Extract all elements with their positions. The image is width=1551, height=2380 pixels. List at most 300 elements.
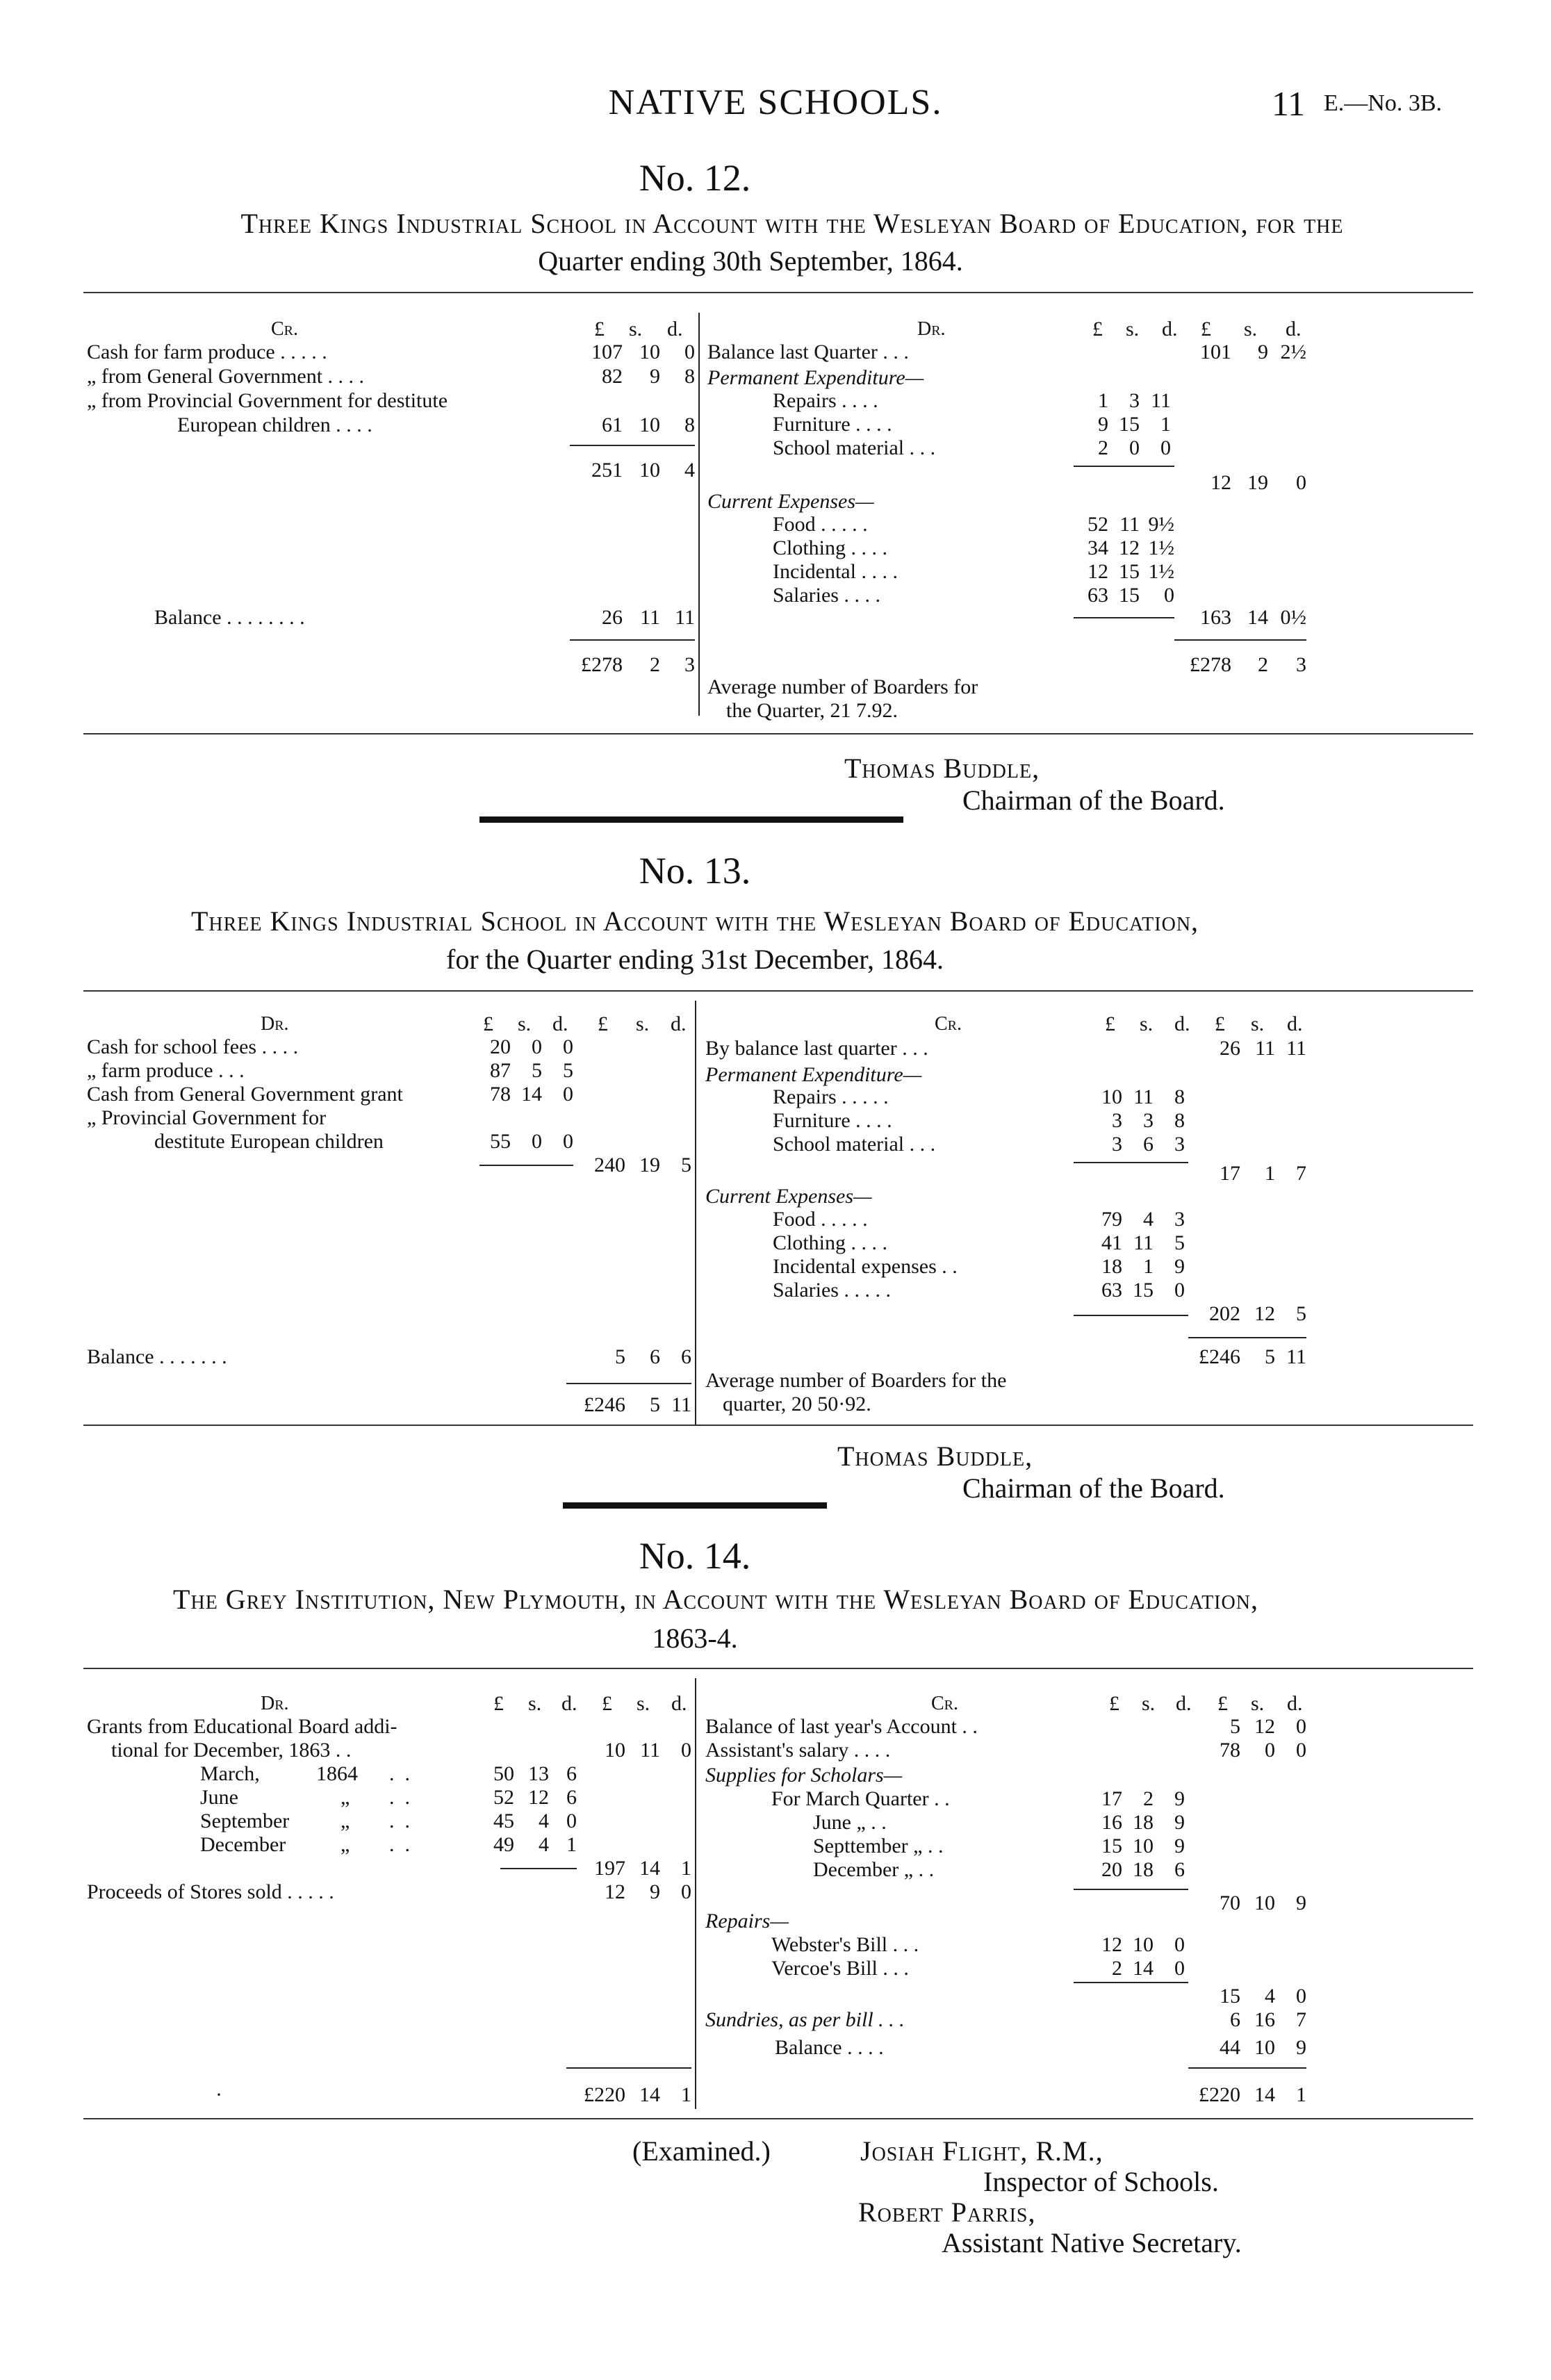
acc14-stores-s: 9 xyxy=(650,1880,660,1903)
acc13-left-row-d: 0 xyxy=(563,1130,573,1153)
acc12-current-heading: Current Expenses— xyxy=(707,490,874,513)
acc12-current-row-label: Salaries . . . . xyxy=(773,584,880,607)
acc12-right-col-pound-2: £ xyxy=(1201,318,1211,340)
acc13-left-row-pound: 20 xyxy=(490,1035,511,1058)
acc14-leader-dots: . . xyxy=(389,1786,410,1809)
acc14-supplies-row-d: 9 xyxy=(1174,1787,1185,1810)
acc14-sundries-d: 7 xyxy=(1296,2008,1306,2031)
acc12-left-row-s: 10 xyxy=(639,340,660,363)
acc13-left-subtotal-rule xyxy=(479,1165,573,1166)
acc12-left-col-pound: £ xyxy=(594,318,605,340)
acc14-supplies-row-s: 2 xyxy=(1143,1787,1154,1810)
acc12-permanent-heading: Permanent Expenditure— xyxy=(707,366,924,389)
acc12-right-total-d: 3 xyxy=(1296,653,1306,676)
acc14-supplies-row-label: June „ . . xyxy=(813,1811,887,1834)
acc14-grant-year: „ xyxy=(340,1786,350,1809)
acc14-left-total-rule xyxy=(566,2067,691,2069)
acc12-current-row-label: Food . . . . . xyxy=(773,513,868,536)
acc13-left-row-pound: 87 xyxy=(490,1059,511,1082)
acc13-left-subtotal-s: 19 xyxy=(639,1154,660,1176)
acc12-balance-d: 11 xyxy=(675,606,695,629)
acc14-right-row-pound: 78 xyxy=(1220,1739,1240,1762)
acc14-repairs-row-d: 0 xyxy=(1174,1933,1185,1956)
acc12-left-total-rule xyxy=(570,639,695,641)
acc12-left-row-label: „ from General Government . . . . xyxy=(87,365,365,388)
acc12-left-row-d: 8 xyxy=(684,413,695,436)
acc13-left-row-d: 5 xyxy=(563,1059,573,1082)
acc12-left-col-s: s. xyxy=(629,318,643,340)
acc14-right-total-rule xyxy=(1188,2067,1306,2069)
running-title: NATIVE SCHOOLS. xyxy=(608,83,943,122)
acc13-permanent-row-d: 8 xyxy=(1174,1109,1185,1132)
acc13-left-total-pound: £246 xyxy=(584,1393,625,1416)
section-divider-bar xyxy=(479,816,903,823)
acc13-left-subtotal-pound: 240 xyxy=(594,1154,625,1176)
acc12-right-total-s: 2 xyxy=(1258,653,1268,676)
acc13-left-col-d-2: d. xyxy=(671,1012,687,1035)
acc14-stores-d: 0 xyxy=(681,1880,691,1903)
acc14-repairs-row-d: 0 xyxy=(1174,1957,1185,1980)
acc14-repairs-total-s: 4 xyxy=(1265,1985,1275,2008)
acc13-current-row-d: 5 xyxy=(1174,1231,1185,1254)
acc14-grant-month: June xyxy=(200,1786,238,1809)
acc12-permanent-row-pound: 1 xyxy=(1098,389,1108,412)
acc13-signature-title: Chairman of the Board. xyxy=(962,1472,1225,1504)
acc14-grant-s: 13 xyxy=(528,1762,549,1785)
acc14-grants-total-pound: 197 xyxy=(594,1857,625,1880)
acc12-boarders-note-line-1: Average number of Boarders for xyxy=(707,675,978,698)
acc14-grant-month: March, xyxy=(200,1762,260,1785)
acc13-current-row-label: Clothing . . . . xyxy=(773,1231,888,1254)
acc12-current-total-s: 14 xyxy=(1247,606,1268,629)
acc14-supplies-total-d: 9 xyxy=(1296,1891,1306,1914)
acc14-left-heading: Dr. xyxy=(261,1693,289,1714)
acc13-signature-name: Thomas Buddle, xyxy=(837,1441,1033,1472)
acc14-supplies-row-pound: 15 xyxy=(1101,1835,1122,1857)
acc13-right-total-d: 11 xyxy=(1286,1345,1306,1368)
acc13-left-col-pound-2: £ xyxy=(598,1012,608,1035)
acc14-right-row-d: 0 xyxy=(1296,1715,1306,1738)
acc14-signature-1-title: Inspector of Schools. xyxy=(983,2166,1219,2197)
acc13-current-row-pound: 41 xyxy=(1101,1231,1122,1254)
account-14-caption-line-1: The Grey Institution, New Plymouth, in Account with the Wesleyan Board of Education, xyxy=(173,1584,1258,1615)
acc12-left-row-s: 10 xyxy=(639,413,660,436)
acc14-supplies-row-label: Septtember „ . . xyxy=(813,1835,944,1857)
acc12-current-row-s: 15 xyxy=(1119,584,1140,607)
acc13-current-total-s: 12 xyxy=(1254,1302,1275,1325)
acc13-left-row-s: 0 xyxy=(532,1035,542,1058)
acc14-grant-d: 6 xyxy=(566,1786,577,1809)
account-14-bottom-rule xyxy=(83,2118,1473,2119)
acc13-current-row-s: 11 xyxy=(1133,1231,1154,1254)
acc12-right-col-s-2: s. xyxy=(1244,318,1258,340)
acc12-left-row-label: „ from Provincial Government for destitute xyxy=(87,389,448,412)
acc12-right-total-rule xyxy=(1174,639,1306,641)
acc13-right-total-rule xyxy=(1188,1337,1306,1338)
acc13-current-rule xyxy=(1074,1315,1188,1316)
acc14-left-total-s: 14 xyxy=(639,2083,660,2106)
acc12-left-col-d: d. xyxy=(667,318,683,340)
acc14-supplies-row-pound: 16 xyxy=(1101,1811,1122,1834)
acc13-current-row-s: 1 xyxy=(1143,1255,1154,1278)
acc13-right-col-pound-2: £ xyxy=(1215,1012,1225,1035)
acc14-supplies-row-label: For March Quarter . . xyxy=(771,1787,950,1810)
acc12-permanent-row-d: 11 xyxy=(1151,389,1171,412)
acc13-current-row-pound: 18 xyxy=(1101,1255,1122,1278)
acc12-current-row-s: 11 xyxy=(1119,513,1140,536)
acc14-leader-dots: . . xyxy=(389,1762,410,1785)
acc14-grant-pound: 49 xyxy=(493,1833,514,1856)
acc12-permanent-row-s: 15 xyxy=(1119,413,1140,436)
acc14-supplies-total-pound: 70 xyxy=(1220,1891,1240,1914)
acc12-right-balance-d: 2½ xyxy=(1280,340,1306,363)
acc12-left-row-d: 8 xyxy=(684,365,695,388)
account-14-top-rule xyxy=(83,1668,1473,1669)
acc12-balance-s: 11 xyxy=(640,606,660,629)
acc13-permanent-total-s: 1 xyxy=(1265,1162,1275,1185)
page-number: 11 xyxy=(1272,84,1306,123)
acc13-permanent-row-s: 3 xyxy=(1143,1109,1154,1132)
acc13-right-balance-label: By balance last quarter . . . xyxy=(705,1037,928,1060)
acc14-grant-year: „ xyxy=(340,1809,350,1832)
acc13-left-total-rule xyxy=(566,1383,691,1384)
acc14-grant-pound: 50 xyxy=(493,1762,514,1785)
acc14-right-row-d: 0 xyxy=(1296,1739,1306,1762)
acc13-permanent-total-d: 7 xyxy=(1296,1162,1306,1185)
acc13-current-row-label: Salaries . . . . . xyxy=(773,1279,891,1302)
acc14-sundries-s: 16 xyxy=(1254,2008,1275,2031)
acc12-signature-title: Chairman of the Board. xyxy=(962,785,1225,816)
acc13-left-row-label: Cash for school fees . . . . xyxy=(87,1035,299,1058)
acc13-balance-d: 6 xyxy=(681,1345,691,1368)
acc12-signature-name: Thomas Buddle, xyxy=(844,753,1040,784)
acc14-leader-dots: . . xyxy=(389,1809,410,1832)
acc14-supplies-rule xyxy=(1074,1889,1188,1890)
acc12-current-row-pound: 34 xyxy=(1088,536,1108,559)
acc14-right-row-label: Balance of last year's Account . . xyxy=(705,1715,978,1738)
acc13-right-total-pound: £246 xyxy=(1199,1345,1240,1368)
acc12-permanent-total-d: 0 xyxy=(1296,471,1306,494)
acc12-current-row-d: 9½ xyxy=(1148,513,1174,536)
acc13-right-balance-pound: 26 xyxy=(1220,1037,1240,1060)
acc13-left-total-s: 5 xyxy=(650,1393,660,1416)
acc14-repairs-row-label: Webster's Bill . . . xyxy=(771,1933,919,1956)
acc14-grant-d: 1 xyxy=(566,1833,577,1856)
acc14-supplies-row-s: 10 xyxy=(1133,1835,1154,1857)
acc12-current-total-d: 0½ xyxy=(1280,606,1306,629)
acc12-left-heading: Cr. xyxy=(271,318,299,340)
acc13-left-col-pound: £ xyxy=(483,1012,493,1035)
acc14-right-total-d: 1 xyxy=(1296,2083,1306,2106)
account-13-caption-line-2: for the Quarter ending 31st December, 1864. xyxy=(446,944,944,975)
acc14-right-col-pound: £ xyxy=(1109,1692,1119,1715)
acc12-current-row-d: 1½ xyxy=(1148,560,1174,583)
acc13-left-row-s: 5 xyxy=(532,1059,542,1082)
acc13-current-row-pound: 79 xyxy=(1101,1208,1122,1231)
acc12-permanent-total-s: 19 xyxy=(1247,471,1268,494)
acc14-supplies-row-pound: 20 xyxy=(1101,1858,1122,1881)
account-13-number: No. 13. xyxy=(639,850,751,892)
acc12-left-total-s: 2 xyxy=(650,653,660,676)
acc12-permanent-row-d: 0 xyxy=(1160,436,1171,459)
acc13-current-row-d: 3 xyxy=(1174,1208,1185,1231)
acc14-examined: (Examined.) xyxy=(632,2135,771,2167)
acc13-right-balance-d: 11 xyxy=(1286,1037,1306,1060)
acc14-grants-first-pound: 10 xyxy=(605,1739,625,1762)
acc14-supplies-row-d: 9 xyxy=(1174,1811,1185,1834)
acc14-right-row-s: 0 xyxy=(1265,1739,1275,1762)
acc14-supplies-row-pound: 17 xyxy=(1101,1787,1122,1810)
acc14-right-heading: Cr. xyxy=(931,1693,959,1714)
acc12-current-row-d: 1½ xyxy=(1148,536,1174,559)
acc13-current-row-label: Incidental expenses . . xyxy=(773,1255,958,1278)
acc12-left-subtotal-rule xyxy=(570,445,695,446)
acc12-right-balance-pound: 101 xyxy=(1200,340,1231,363)
acc14-signature-2-name: Robert Parris, xyxy=(858,2197,1036,2228)
acc13-permanent-row-label: School material . . . xyxy=(773,1133,936,1156)
acc12-balance-pound: 26 xyxy=(602,606,623,629)
acc12-right-col-d-2: d. xyxy=(1286,318,1302,340)
account-13-caption-line-1: Three Kings Industrial School in Account with the Wesleyan Board of Education, xyxy=(190,905,1199,937)
acc13-current-row-s: 15 xyxy=(1133,1279,1154,1302)
acc12-left-row-label: Cash for farm produce . . . . . xyxy=(87,340,327,363)
acc13-current-heading: Current Expenses— xyxy=(705,1185,872,1208)
acc14-left-col-pound-2: £ xyxy=(602,1692,612,1715)
acc12-permanent-total-pound: 12 xyxy=(1211,471,1231,494)
acc14-stores-label: Proceeds of Stores sold . . . . . xyxy=(87,1880,334,1903)
acc14-right-total-s: 14 xyxy=(1254,2083,1275,2106)
acc13-right-balance-s: 11 xyxy=(1255,1037,1275,1060)
acc14-right-col-s: s. xyxy=(1142,1692,1156,1715)
acc14-grants-total-d: 1 xyxy=(681,1857,691,1880)
acc12-right-col-s: s. xyxy=(1126,318,1140,340)
acc12-right-total-pound: £278 xyxy=(1190,653,1231,676)
acc14-grant-s: 4 xyxy=(539,1833,549,1856)
acc13-permanent-heading: Permanent Expenditure— xyxy=(705,1063,922,1086)
acc14-stray-mark: · xyxy=(215,2083,222,2106)
acc13-left-heading: Dr. xyxy=(261,1013,289,1035)
acc14-grants-total-s: 14 xyxy=(639,1857,660,1880)
acc13-permanent-row-label: Furniture . . . . xyxy=(773,1109,892,1132)
acc12-left-row-pound: 61 xyxy=(602,413,623,436)
acc14-grants-label-line-2: tional for December, 1863 . . xyxy=(111,1739,352,1762)
acc12-permanent-row-s: 3 xyxy=(1129,389,1140,412)
acc14-repairs-total-pound: 15 xyxy=(1220,1985,1240,2008)
acc12-left-row-pound: 82 xyxy=(602,365,623,388)
acc14-repairs-rule xyxy=(1074,1982,1188,1983)
acc14-grant-year: „ xyxy=(340,1833,350,1856)
acc12-left-subtotal-d: 4 xyxy=(684,459,695,482)
acc12-current-row-label: Clothing . . . . xyxy=(773,536,888,559)
acc13-boarders-note-line-2: quarter, 20 50·92. xyxy=(723,1393,871,1415)
account-14-number: No. 14. xyxy=(639,1535,751,1577)
acc13-permanent-row-label: Repairs . . . . . xyxy=(773,1085,889,1108)
acc12-permanent-row-pound: 2 xyxy=(1098,436,1108,459)
acc13-right-col-d-2: d. xyxy=(1287,1012,1303,1035)
acc14-grant-d: 0 xyxy=(566,1809,577,1832)
acc14-grant-d: 6 xyxy=(566,1762,577,1785)
acc14-sundries-pound: 6 xyxy=(1230,2008,1240,2031)
acc12-balance-label: Balance . . . . . . . . xyxy=(154,606,305,629)
account-12-top-rule xyxy=(83,292,1473,293)
acc12-current-row-pound: 52 xyxy=(1088,513,1108,536)
account-12-bottom-rule xyxy=(83,733,1473,734)
acc14-grant-pound: 52 xyxy=(493,1786,514,1809)
acc13-right-heading: Cr. xyxy=(935,1013,962,1035)
acc12-permanent-row-label: Furniture . . . . xyxy=(773,413,892,436)
acc13-balance-pound: 5 xyxy=(615,1345,625,1368)
account-12-caption-line-1: Three Kings Industrial School in Account with the Wesleyan Board of Education, for the xyxy=(240,208,1344,239)
acc14-grants-first-d: 0 xyxy=(681,1739,691,1762)
acc14-repairs-row-s: 14 xyxy=(1133,1957,1154,1980)
acc12-permanent-row-label: Repairs . . . . xyxy=(773,389,878,412)
acc14-balance-label: Balance . . . . xyxy=(775,2036,884,2059)
acc14-supplies-heading: Supplies for Scholars— xyxy=(705,1764,903,1787)
acc14-supplies-row-s: 18 xyxy=(1133,1811,1154,1834)
acc12-column-divider xyxy=(698,313,700,716)
acc14-repairs-row-pound: 12 xyxy=(1101,1933,1122,1956)
acc14-sundries-label: Sundries, as per bill . . . xyxy=(705,2008,905,2031)
section-divider-bar xyxy=(563,1502,827,1509)
acc13-left-row-label: Cash from General Government grant xyxy=(87,1083,403,1106)
acc13-current-row-d: 0 xyxy=(1174,1279,1185,1302)
acc13-left-row-label: „ Provincial Government for xyxy=(87,1106,327,1129)
acc14-left-col-s: s. xyxy=(528,1692,542,1715)
acc12-left-subtotal-pound: 251 xyxy=(591,459,623,482)
acc13-left-row-label: „ farm produce . . . xyxy=(87,1059,245,1082)
acc13-permanent-row-s: 11 xyxy=(1133,1085,1154,1108)
acc13-balance-s: 6 xyxy=(650,1345,660,1368)
acc14-left-col-d: d. xyxy=(561,1692,577,1715)
acc14-repairs-total-d: 0 xyxy=(1296,1985,1306,2008)
acc13-right-col-s: s. xyxy=(1140,1012,1154,1035)
acc12-right-balance-label: Balance last Quarter . . . xyxy=(707,340,909,363)
acc13-left-row-pound: 55 xyxy=(490,1130,511,1153)
acc14-supplies-total-s: 10 xyxy=(1254,1891,1275,1914)
acc14-supplies-row-s: 18 xyxy=(1133,1858,1154,1881)
acc12-left-total-d: 3 xyxy=(684,653,695,676)
acc14-left-col-d-2: d. xyxy=(671,1692,687,1715)
acc12-current-row-s: 12 xyxy=(1119,536,1140,559)
acc14-right-row-pound: 5 xyxy=(1230,1715,1240,1738)
acc13-permanent-total-pound: 17 xyxy=(1220,1162,1240,1185)
acc13-right-col-pound: £ xyxy=(1105,1012,1115,1035)
acc14-grants-rule xyxy=(500,1868,577,1869)
acc13-current-row-d: 9 xyxy=(1174,1255,1185,1278)
acc12-right-balance-s: 9 xyxy=(1258,340,1268,363)
acc13-permanent-row-pound: 3 xyxy=(1112,1133,1122,1156)
acc12-current-row-label: Incidental . . . . xyxy=(773,560,898,583)
acc12-boarders-note-line-2: the Quarter, 21 7.92. xyxy=(726,699,898,722)
acc12-current-row-pound: 12 xyxy=(1088,560,1108,583)
acc12-left-row-d: 0 xyxy=(684,340,695,363)
acc13-right-total-s: 5 xyxy=(1265,1345,1275,1368)
acc13-left-col-s-2: s. xyxy=(636,1012,650,1035)
acc14-right-row-s: 12 xyxy=(1254,1715,1275,1738)
acc12-current-row-pound: 63 xyxy=(1088,584,1108,607)
acc12-right-col-d: d. xyxy=(1162,318,1178,340)
acc12-left-row-s: 9 xyxy=(650,365,660,388)
acc13-permanent-row-pound: 3 xyxy=(1112,1109,1122,1132)
acc14-grant-month: December xyxy=(200,1833,286,1856)
acc14-supplies-row-label: December „ . . xyxy=(813,1858,935,1881)
acc14-grants-first-s: 11 xyxy=(640,1739,660,1762)
acc12-left-subtotal-s: 10 xyxy=(639,459,660,482)
acc13-left-row-pound: 78 xyxy=(490,1083,511,1106)
acc12-right-col-pound: £ xyxy=(1092,318,1103,340)
acc12-permanent-row-pound: 9 xyxy=(1098,413,1108,436)
acc12-right-heading: Dr. xyxy=(917,318,946,340)
acc14-repairs-heading: Repairs— xyxy=(705,1910,789,1932)
acc14-repairs-row-label: Vercoe's Bill . . . xyxy=(771,1957,909,1980)
document-reference: E.—No. 3B. xyxy=(1324,90,1442,116)
acc13-left-row-d: 0 xyxy=(563,1035,573,1058)
acc13-left-col-s: s. xyxy=(518,1012,532,1035)
acc12-permanent-rule xyxy=(1074,466,1174,467)
acc13-current-row-pound: 63 xyxy=(1101,1279,1122,1302)
acc14-right-row-label: Assistant's salary . . . . xyxy=(705,1739,891,1762)
acc13-current-row-s: 4 xyxy=(1143,1208,1154,1231)
acc14-column-divider xyxy=(695,1678,696,2109)
acc14-left-total-pound: £220 xyxy=(584,2083,625,2106)
account-14-caption-line-2: 1863-4. xyxy=(652,1623,738,1654)
acc14-grant-s: 4 xyxy=(539,1809,549,1832)
acc14-right-col-d: d. xyxy=(1176,1692,1192,1715)
acc13-balance-label: Balance . . . . . . . xyxy=(87,1345,227,1368)
acc14-grant-year: 1864 xyxy=(316,1762,358,1785)
acc14-right-col-pound-2: £ xyxy=(1217,1692,1228,1715)
acc14-grant-month: September xyxy=(200,1809,290,1832)
acc14-grant-s: 12 xyxy=(528,1786,549,1809)
account-13-top-rule xyxy=(83,990,1473,992)
acc14-balance-d: 9 xyxy=(1296,2036,1306,2059)
acc12-current-total-pound: 163 xyxy=(1200,606,1231,629)
acc14-repairs-row-s: 10 xyxy=(1133,1933,1154,1956)
acc13-permanent-row-s: 6 xyxy=(1143,1133,1154,1156)
acc14-supplies-row-d: 9 xyxy=(1174,1835,1185,1857)
acc14-left-col-pound: £ xyxy=(493,1692,504,1715)
acc14-stores-pound: 12 xyxy=(605,1880,625,1903)
account-13-bottom-rule xyxy=(83,1425,1473,1426)
acc12-left-total-pound: £278 xyxy=(581,653,623,676)
acc14-signature-1-name: Josiah Flight, R.M., xyxy=(860,2135,1103,2167)
acc13-left-row-label: destitute European children xyxy=(154,1130,384,1153)
acc14-signature-2-title: Assistant Native Secretary. xyxy=(942,2227,1242,2258)
acc14-left-col-s-2: s. xyxy=(637,1692,650,1715)
acc14-supplies-row-d: 6 xyxy=(1174,1858,1185,1881)
acc13-left-col-d: d. xyxy=(552,1012,568,1035)
acc14-right-col-s-2: s. xyxy=(1251,1692,1265,1715)
acc13-left-subtotal-d: 5 xyxy=(681,1154,691,1176)
acc13-current-total-pound: 202 xyxy=(1209,1302,1240,1325)
acc14-leader-dots: . . xyxy=(389,1833,410,1856)
acc12-current-rule xyxy=(1074,617,1174,618)
account-12-caption-line-2: Quarter ending 30th September, 1864. xyxy=(538,245,963,277)
acc13-permanent-row-pound: 10 xyxy=(1101,1085,1122,1108)
acc13-permanent-row-d: 3 xyxy=(1174,1133,1185,1156)
acc13-right-col-d: d. xyxy=(1174,1012,1190,1035)
acc12-permanent-row-s: 0 xyxy=(1129,436,1140,459)
acc13-left-row-d: 0 xyxy=(563,1083,573,1106)
acc13-boarders-note-line-1: Average number of Boarders for the xyxy=(705,1369,1007,1392)
acc12-current-row-d: 0 xyxy=(1164,584,1174,607)
acc14-right-col-d-2: d. xyxy=(1287,1692,1303,1715)
acc13-column-divider xyxy=(695,1001,696,1425)
acc12-permanent-row-label: School material . . . xyxy=(773,436,936,459)
acc14-grants-label-line-1: Grants from Educational Board addi- xyxy=(87,1715,397,1738)
acc13-right-col-s-2: s. xyxy=(1251,1012,1265,1035)
acc12-left-row-label: European children . . . . xyxy=(177,413,372,436)
